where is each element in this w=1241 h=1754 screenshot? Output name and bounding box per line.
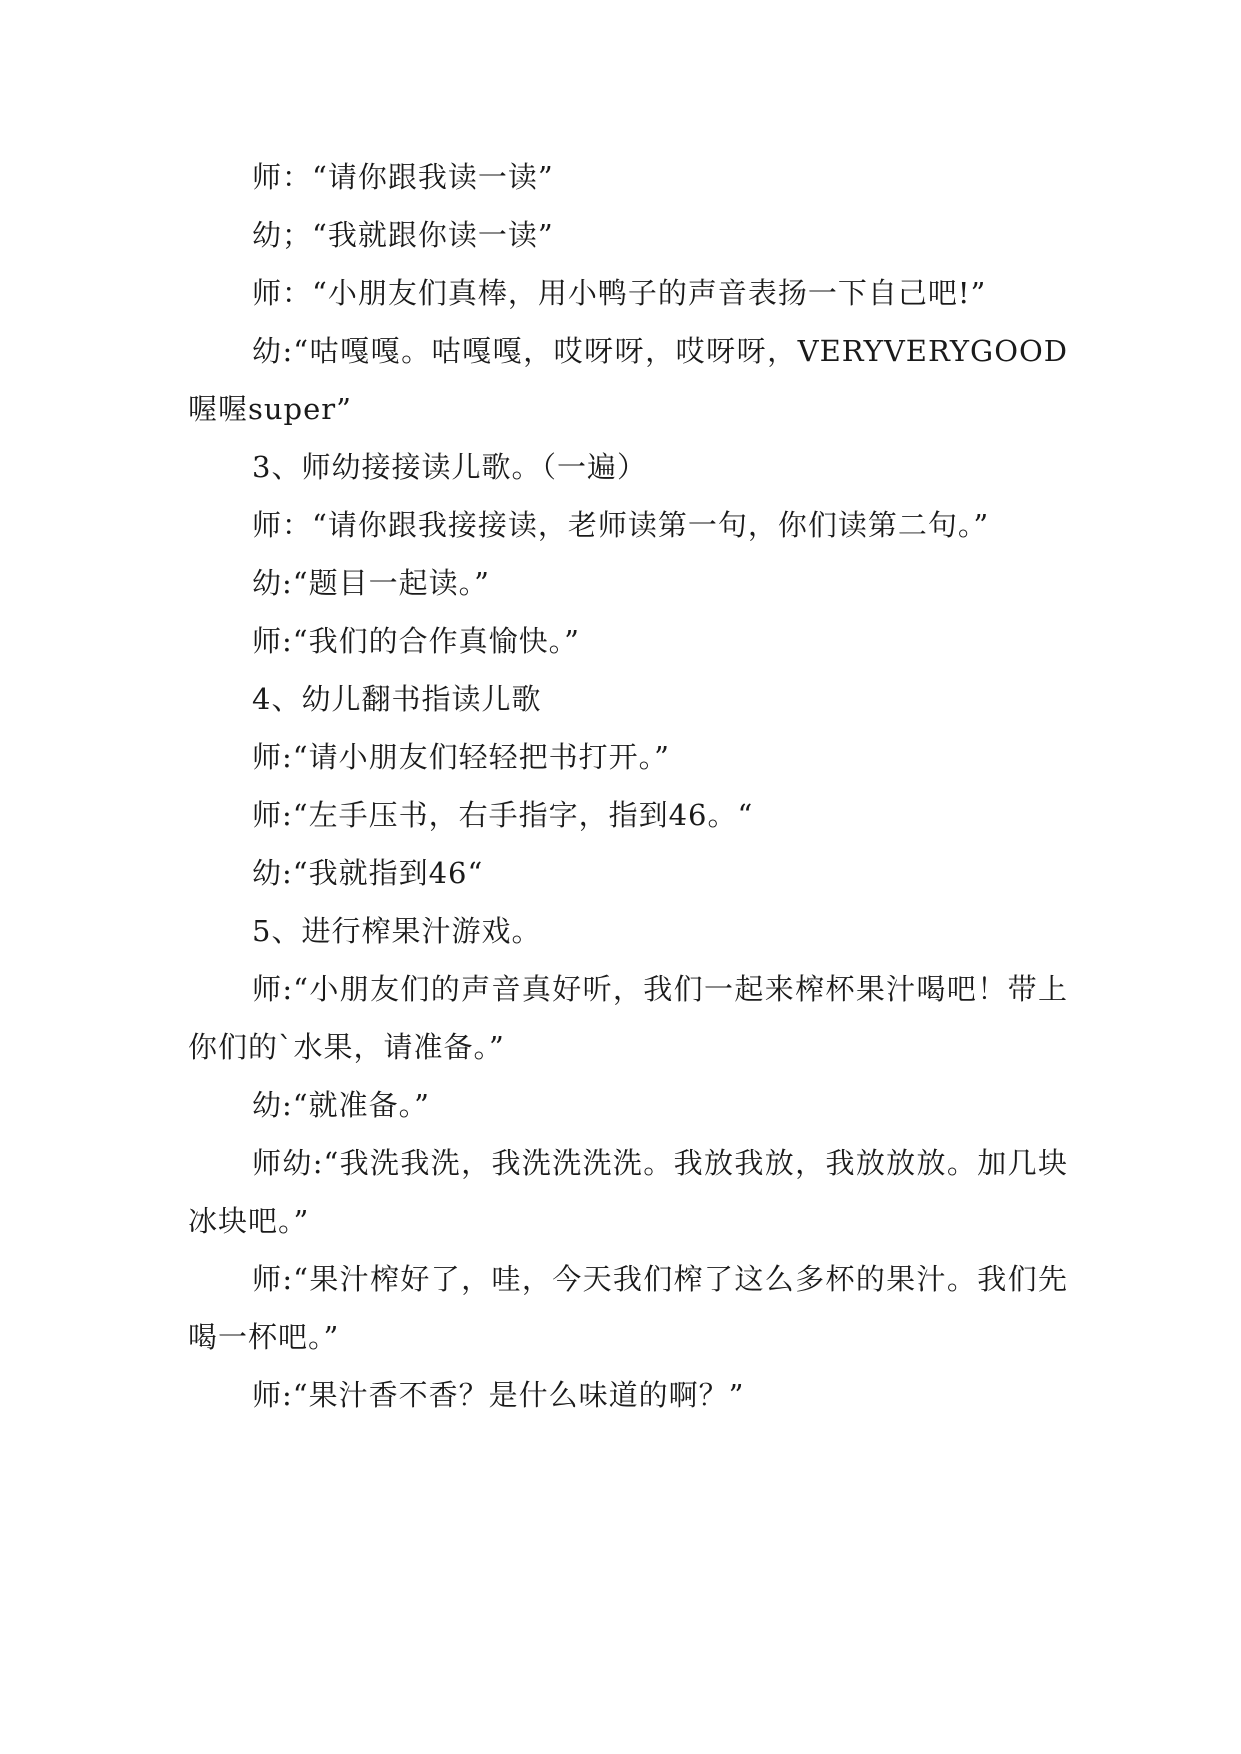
dialogue-line: 幼:“咕嘎嘎。咕嘎嘎，哎呀呀，哎呀呀，VERYVERYGOOD喔喔super”	[188, 334, 1068, 426]
dialogue-line: 幼:“题目一起读。”	[252, 566, 490, 600]
dialogue-line: 师:“左手压书，右手指字，指到46。“	[252, 798, 754, 832]
dialogue-line: 师:“果汁榨好了，哇，今天我们榨了这么多杯的果汁。我们先喝一杯吧。”	[188, 1262, 1068, 1354]
dialogue-line: 幼；“我就跟你读一读”	[252, 218, 554, 252]
step-heading: 5、进行榨果汁游戏。	[252, 914, 542, 948]
dialogue-line: 师：“请你跟我读一读”	[252, 160, 554, 194]
dialogue-line: 师：“请你跟我接接读，老师读第一句，你们读第二句。”	[252, 508, 990, 542]
dialogue-line: 师:“小朋友们的声音真好听，我们一起来榨杯果汁喝吧！带上你们的`水果，请准备。”	[188, 972, 1068, 1064]
document-page	[188, 148, 1068, 1424]
step-heading: 4、幼儿翻书指读儿歌	[252, 682, 542, 716]
step-heading: 3、师幼接接读儿歌。（一遍）	[252, 450, 647, 484]
dialogue-line: 师幼:“我洗我洗，我洗洗洗洗。我放我放，我放放放。加几块冰块吧。”	[188, 1146, 1068, 1238]
dialogue-line: 师:“果汁香不香？是什么味道的啊？”	[252, 1378, 745, 1412]
dialogue-line: 幼:“就准备。”	[252, 1088, 430, 1122]
dialogue-line: 师:“请小朋友们轻轻把书打开。”	[252, 740, 670, 774]
dialogue-line: 师:“我们的合作真愉快。”	[252, 624, 580, 658]
dialogue-line: 师：“小朋友们真棒，用小鸭子的声音表扬一下自己吧!”	[252, 276, 987, 310]
dialogue-line: 幼:“我就指到46“	[252, 856, 484, 890]
